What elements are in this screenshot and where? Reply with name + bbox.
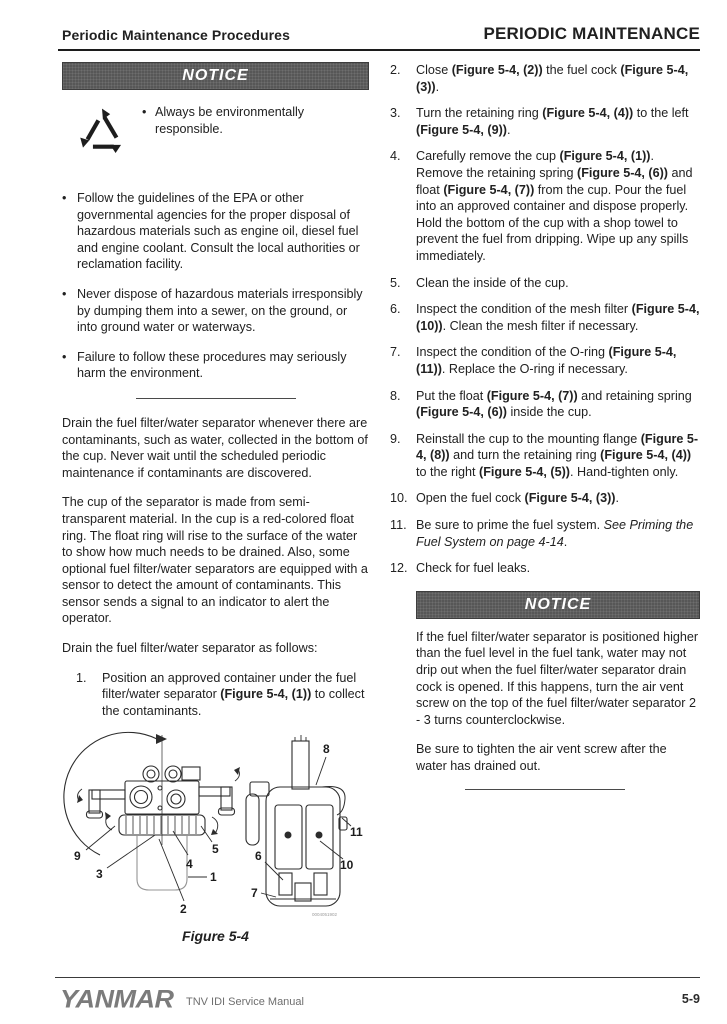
notice-content [62,98,369,164]
step-item [390,560,700,577]
step-number: 8. [390,388,401,403]
footer-manual-title: TNV IDI Service Manual [186,996,304,1008]
header-section-title: Periodic Maintenance Procedures [62,27,290,43]
bullet-dot: • [62,286,67,301]
step-text: Clean the inside of the cup. [416,275,569,290]
bullet-item [62,190,369,273]
figure-caption: Figure 5-4 [182,928,249,945]
step-number: 11. [390,518,407,533]
paragraph: Drain the fuel filter/water separator whenever there are contaminants, such as water, collected in the bottom of the cup. Never wait until the scheduled periodic maintenance if contaminants are discovered. [62,415,368,480]
figure-callout-1: 1 [210,870,217,885]
paragraph: If the fuel filter/water separator is positioned higher than the fuel level in the fuel tank, water may not drip out when the fuel filter/water separator drain cock is opened. If this happens, turn the air vent screw on the top of the fuel filter/water separator 2 - 3 turns counterclockwise. [416,629,699,727]
step-number: 6. [390,302,401,317]
step-text: Carefully remove the cup (Figure 5-4, (1)). Remove the retaining spring (Figure 5-4, (6)) and float (Figure 5-4, (7)) from the cup. Pour the fuel into an approved container and dispose properly. Hold the bottom of the cup with a shop towel to prevent the fuel from dripping. Wipe up any spills immediately. [416,149,693,263]
bullet-item [62,349,369,382]
step-text: Inspect the condition of the O-ring (Figure 5-4, (11)). Replace the O-ring if necessary. [416,345,677,376]
step-item [390,517,700,550]
footer-rule [55,977,700,978]
paragraph: Drain the fuel filter/water separator as follows: [62,641,318,656]
step-text: Reinstall the cup to the mounting flange (Figure 5-4, (8)) and turn the retaining ring (Figure 5-4, (4)) to the right (Figure 5-4, (5)). Hand-tighten only. [416,431,699,479]
figure-callout-2: 2 [180,902,187,917]
figure-callout-5: 5 [212,842,219,857]
figure-callout-11: 11 [350,825,363,840]
bullet-dot: • [62,191,67,205]
paragraph: Be sure to tighten the air vent screw after the water has drained out. [416,742,667,773]
step-item [390,344,700,377]
bullet-item [62,286,369,336]
figure-callout-3: 3 [96,867,103,882]
footer-page-number: 5-9 [681,992,700,1006]
notice-box [416,591,700,619]
step-item [390,105,700,138]
step-item [390,62,700,95]
step-item [390,431,700,481]
bullet-text: Follow the guidelines of the EPA or other governmental agencies for the proper disposal of hazardous materials such as engine oil, diesel fuel and engine coolant. Consult the local authorities or reclamation facility. [77,191,360,272]
step-item [390,490,700,507]
figure-code: 0004051902 [312,912,338,918]
step-text: Be sure to prime the fuel system. See Priming the Fuel System on page 4-14. [416,518,694,549]
figure-5-4 [62,729,369,944]
section-divider [465,789,625,790]
step-text: Open the fuel cock (Figure 5-4, (3)). [416,491,619,506]
step-text: Turn the retaining ring (Figure 5-4, (4)) to the left (Figure 5-4, (9)). [416,106,689,137]
step-number: 3. [390,106,401,121]
step-item [390,148,700,264]
notice-title: NOTICE [524,595,592,613]
bullet-dot: • [142,105,147,119]
left-column [62,62,369,945]
recycle-icon [62,98,142,164]
figure-callout-8: 8 [323,742,330,757]
step-item [76,670,369,720]
paragraph: The cup of the separator is made from semi-transparent material. In the cup is a red-colored float ring. The float ring will rise to the surface of the water to show how much needs to be drained. Also, some optional fuel filter/water separators are equipped with a sensor to detect the amount of contaminants. This sensor sends a signal to an indicator to alert the operator. [62,495,368,626]
figure-callout-6: 6 [255,849,262,864]
step-number: 4. [390,149,401,164]
step-number: 5. [390,275,401,290]
step-text: Put the float (Figure 5-4, (7)) and retaining spring (Figure 5-4, (6)) inside the cup. [416,388,692,420]
step-item [390,275,700,292]
step-number: 9. [390,431,401,446]
figure-callout-7: 7 [251,886,258,901]
step-text: Position an approved container under the fuel filter/water separator (Figure 5-4, (1)) to collect the contaminants. [102,670,365,718]
bullet-text: Failure to follow these procedures may seriously harm the environment. [77,349,347,381]
figure-callout-10: 10 [340,858,354,873]
step-text: Close (Figure 5-4, (2)) the fuel cock (Figure 5-4, (3)). [416,63,689,94]
header-chapter-title: PERIODIC MAINTENANCE [483,24,700,43]
figure-callout-4: 4 [186,857,193,872]
bullet-dot: • [62,349,67,364]
section-divider [136,398,296,399]
figure-callout-9: 9 [74,849,81,864]
bullet-text: Never dispose of hazardous materials irresponsibly by dumping them into a sewer, on the ground, or into ground water or waterways. [77,286,363,335]
step-number: 12. [390,561,408,576]
header-rule [58,49,700,51]
step-number: 7. [390,345,401,360]
step-number: 10. [390,491,408,506]
notice-bullet-text: Always be environmentally responsible. [155,105,305,136]
step-number: 1. [76,670,87,685]
figure-drawing [62,729,369,921]
notice-title: NOTICE [182,66,249,84]
step-item [390,301,700,334]
right-column [390,62,700,806]
yanmar-logo: YANMAR [60,985,174,1013]
step-text: Inspect the condition of the mesh filter (Figure 5-4, (10)). Clean the mesh filter if necessary. [416,302,700,333]
notice-box [62,62,369,90]
step-text: Check for fuel leaks. [416,561,531,576]
notice-bullet-item [142,98,369,164]
step-item [390,388,700,421]
step-number: 2. [390,63,401,77]
